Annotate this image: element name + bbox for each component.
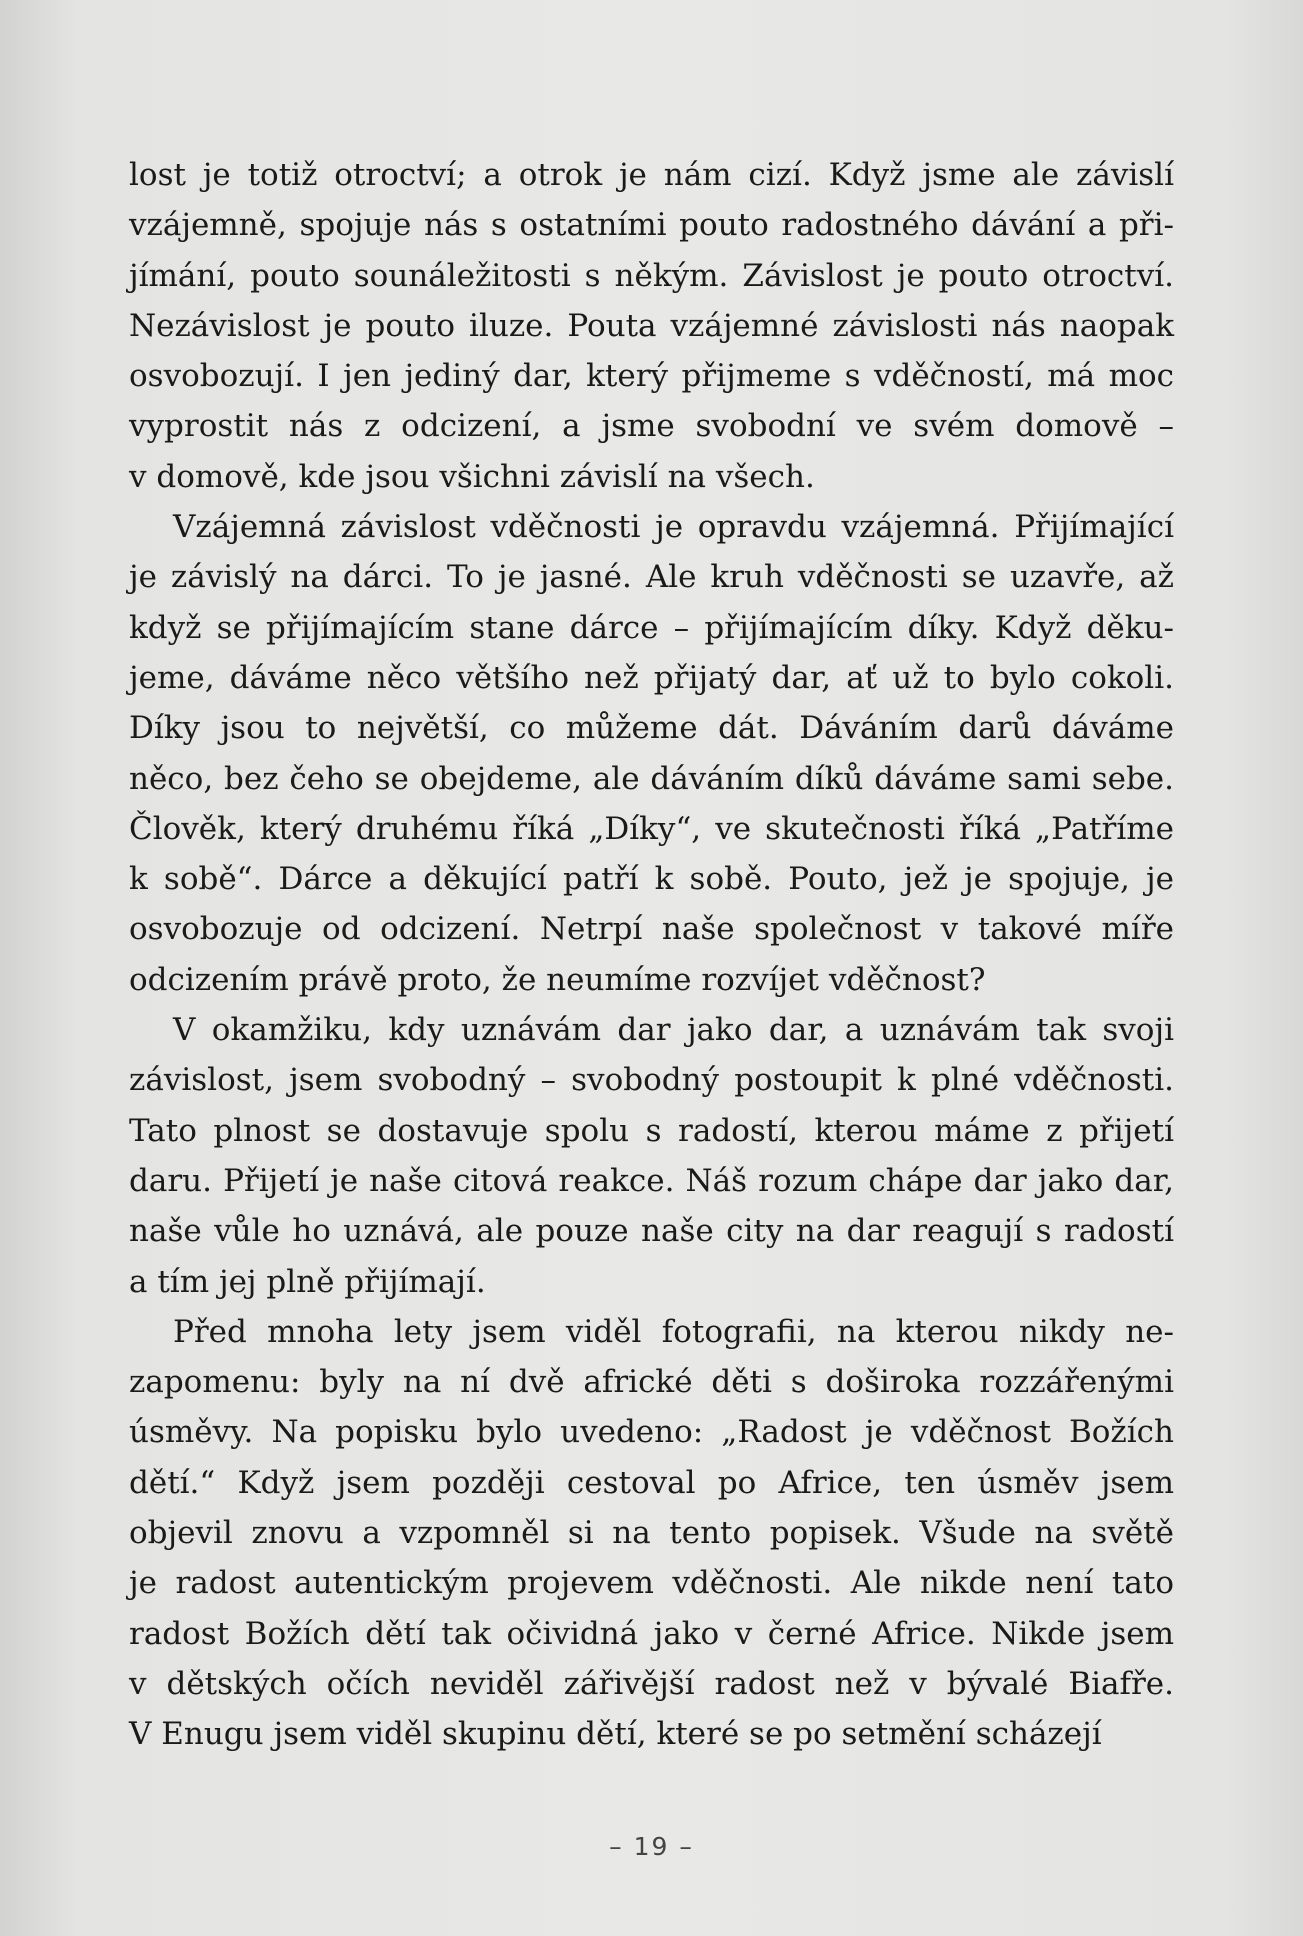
text-line: a tím jej plně přijímají. xyxy=(129,1263,486,1300)
text-line: něco, bez čeho se obejdeme, ale dáváním díků dáváme sami sebe. xyxy=(129,760,1174,797)
text-line: lost je totiž otroctví; a otrok je nám cizí. Když jsme ale závislí xyxy=(129,157,1174,193)
text-line: Díky jsou to největší, co můžeme dát. Dáváním darů dáváme xyxy=(129,710,1174,747)
text-line: Vzájemná závislost vděčnosti je opravdu vzájemná. Přijímající xyxy=(173,509,1174,546)
paragraph xyxy=(129,1005,1174,1307)
text-line: úsměvy. Na popisku bylo uvedeno: „Radost je vděčnost Božích xyxy=(129,1414,1174,1451)
text-line: v dětských očích neviděl zářivější radost než v bývalé Biafře. xyxy=(129,1665,1174,1702)
text-line: naše vůle ho uznává, ale pouze naše city na dar reagují s radostí xyxy=(129,1213,1174,1250)
text-line: dětí.“ Když jsem později cestoval po Africe, ten úsměv jsem xyxy=(129,1464,1174,1501)
text-line: Před mnoha lety jsem viděl fotografii, na kterou nikdy ne- xyxy=(173,1313,1174,1350)
text-line: k sobě“. Dárce a děkující patří k sobě. Pouto, jež je spojuje, je xyxy=(129,861,1174,898)
text-line: Nezávislost je pouto iluze. Pouta vzájemné závislosti nás naopak xyxy=(129,307,1174,344)
text-line: je závislý na dárci. To je jasné. Ale kruh vděčnosti se uzavře, až xyxy=(129,559,1174,596)
text-line: V Enugu jsem viděl skupinu dětí, které se po setmění scházejí xyxy=(129,1716,1102,1753)
text-line: odcizením právě proto, že neumíme rozvíjet vděčnost? xyxy=(129,961,986,998)
text-line: daru. Přijetí je naše citová reakce. Náš rozum chápe dar jako dar, xyxy=(129,1162,1174,1199)
text-line: jeme, dáváme něco většího než přijatý dar, ať už to bylo cokoli. xyxy=(129,659,1174,696)
text-line: objevil znovu a vzpomněl si na tento popisek. Všude na světě xyxy=(129,1515,1174,1552)
text-line: jímání, pouto sounáležitosti s někým. Závislost je pouto otroctví. xyxy=(129,257,1174,294)
text-line: osvobozuje od odcizení. Netrpí naše společnost v takové míře xyxy=(129,911,1174,948)
body-text xyxy=(129,150,1174,1760)
text-line: Tato plnost se dostavuje spolu s radostí, kterou máme z přijetí xyxy=(129,1112,1174,1149)
text-line: je radost autentickým projevem vděčnosti. Ale nikde není tato xyxy=(129,1565,1174,1602)
text-line: v domově, kde jsou všichni závislí na všech. xyxy=(129,458,815,495)
text-line: V okamžiku, kdy uznávám dar jako dar, a uznávám tak svoji xyxy=(173,1012,1174,1049)
paragraph xyxy=(129,1307,1174,1760)
text-line: když se přijímajícím stane dárce – přijímajícím díky. Když děku- xyxy=(129,609,1174,646)
paragraph xyxy=(129,502,1174,1005)
text-line: závislost, jsem svobodný – svobodný postoupit k plné vděčnosti. xyxy=(129,1062,1174,1099)
text-line: vzájemně, spojuje nás s ostatními pouto radostného dávání a při- xyxy=(129,207,1174,244)
paragraph xyxy=(129,150,1174,502)
page-number: – 19 – xyxy=(609,1832,694,1861)
text-line: radost Božích dětí tak očividná jako v černé Africe. Nikde jsem xyxy=(129,1615,1174,1652)
text-line: zapomenu: byly na ní dvě africké děti s doširoka rozzářenými xyxy=(129,1364,1174,1401)
text-line: osvobozují. I jen jediný dar, který přijmeme s vděčností, má moc xyxy=(129,358,1174,395)
text-line: vyprostit nás z odcizení, a jsme svobodní ve svém domově – xyxy=(129,408,1174,445)
text-line: Člověk, který druhému říká „Díky“, ve skutečnosti říká „Patříme xyxy=(129,810,1174,847)
